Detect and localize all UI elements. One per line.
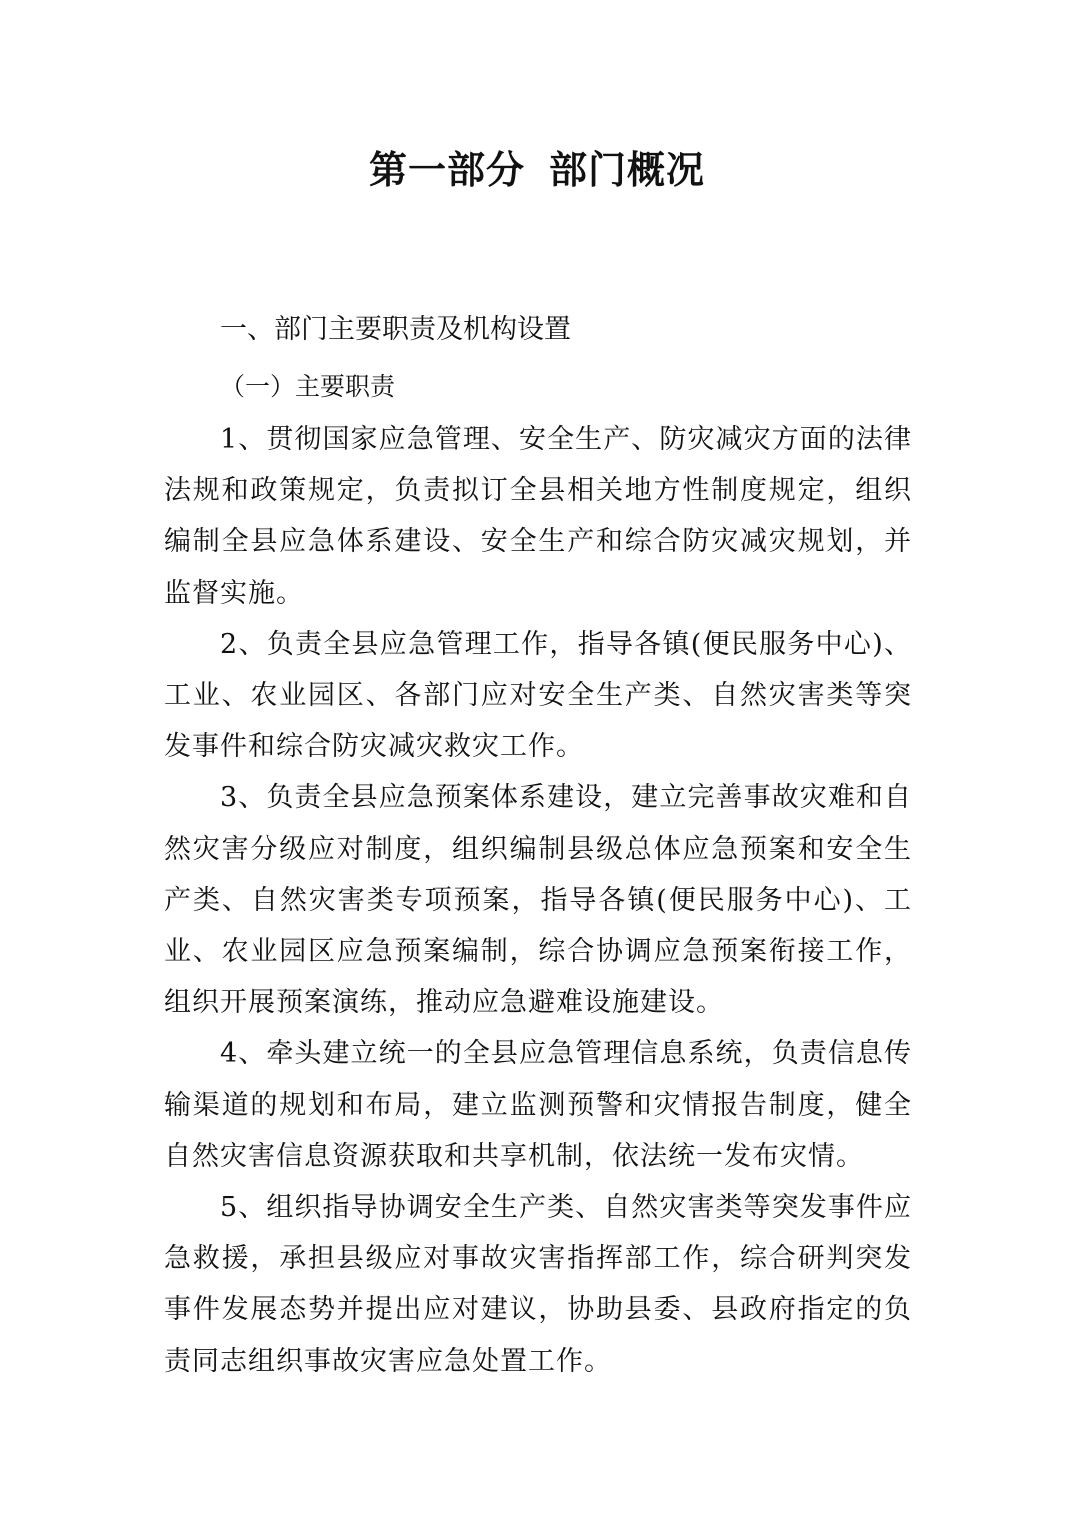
section-heading: 一、部门主要职责及机构设置 bbox=[220, 314, 571, 345]
page-title bbox=[0, 140, 1074, 200]
paragraph-4: 4、牵头建立统一的全县应急管理信息系统，负责信息传输渠道的规划和布局，建立监测预警和灾情报告制度，健全自然灾害信息资源获取和共享机制，依法统一发布灾情。 bbox=[164, 1038, 912, 1172]
page-title-part-2: 部门概况 bbox=[549, 147, 706, 192]
sub-heading: （一）主要职责 bbox=[220, 372, 396, 401]
paragraph-1: 1、贯彻国家应急管理、安全生产、防灾减灾方面的法律法规和政策规定，负责拟订全县相关地方性制度规定，组织编制全县应急体系建设、安全生产和综合防灾减灾规划，并监督实施。 bbox=[164, 424, 912, 609]
paragraph-3: 3、负责全县应急预案体系建设，建立完善事故灾难和自然灾害分级应对制度，组织编制县级总体应急预案和安全生产类、自然灾害类专项预案，指导各镇(便民服务中心)、工业、农业园区应急预案编制，综合协调应急预案衔接工作，组织开展预案演练，推动应急避难设施建设。 bbox=[164, 782, 912, 1019]
page-title-part-1: 第一部分 bbox=[368, 147, 525, 192]
paragraph-2: 2、负责全县应急管理工作，指导各镇(便民服务中心)、工业、农业园区、各部门应对安全生产类、自然灾害类等突发事件和综合防灾减灾救灾工作。 bbox=[164, 628, 912, 763]
paragraph-5: 5、组织指导协调安全生产类、自然灾害类等突发事件应急救援，承担县级应对事故灾害指挥部工作，综合研判突发事件发展态势并提出应对建议，协助县委、县政府指定的负责同志组织事故灾害应急处置工作。 bbox=[164, 1192, 912, 1377]
body-text bbox=[164, 414, 912, 1387]
